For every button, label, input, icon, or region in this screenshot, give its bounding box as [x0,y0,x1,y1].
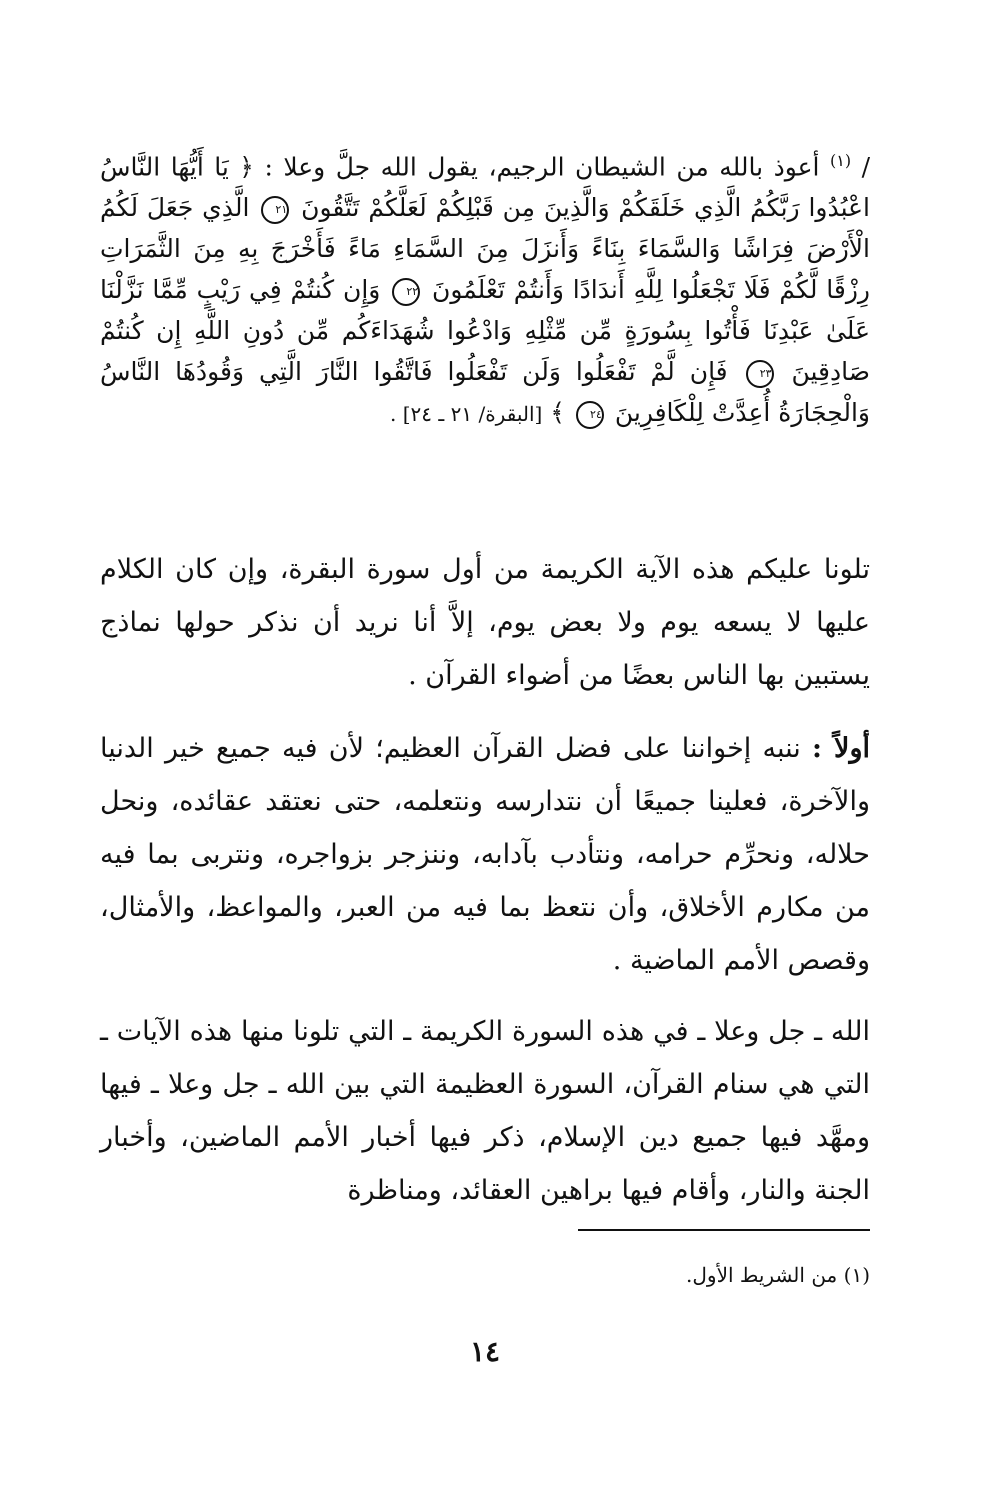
tape-marker: / [861,152,871,182]
footnote-number: (١) [843,1263,870,1287]
ayah-number: ٢٣ [746,360,774,388]
paragraph-text: الله ـ جل وعلا ـ في هذه السورة الكريمة ـ التي تلونا منها هذه الآيات ـ التي هي سنام القرآن، السورة العظيمة التي بين الله ـ جل وعلا ـ فيها ومهَّد فيها جميع دين الإسلام، ذكر فيها أخبار الأمم الماضين، وأخبار الجنة والنار، وأقام فيها براهين العقائد، ومناظرة [100,1016,870,1206]
quran-close-bracket: ﴾ [550,398,565,428]
surah-reference: [البقرة/ ٢١ ـ ٢٤] . [390,402,543,427]
book-page [100,140,870,1450]
ayah-text: يَا أَيُّهَا النَّاسُ اعْبُدُوا رَبَّكُمُ الَّذِي خَلَقَكُمْ وَالَّذِينَ مِن قَبْلِكُمْ لَعَلَّكُمْ تَتَّقُونَ [100,152,870,223]
paragraph-first-point [100,722,870,987]
paragraph-intro [100,543,870,702]
ayah-number: ٢٤ [576,401,604,429]
quran-passage [100,140,870,435]
ayah-number: ٢١ [261,196,289,224]
ayah-text: فَإِن لَّمْ تَفْعَلُوا وَلَن تَفْعَلُوا فَاتَّقُوا النَّارَ الَّتِي وَقُودُهَا النَّاسُ وَالْحِجَارَةُ أُعِدَّتْ لِلْكَافِرِينَ [100,357,870,428]
footnote [100,1260,870,1290]
quran-open-bracket: ﴿ [239,152,254,182]
ayah-text: وَإِن كُنتُمْ فِي رَيْبٍ مِّمَّا نَزَّلْنَا عَلَىٰ عَبْدِنَا فَأْتُوا بِسُورَةٍ مِّن مِّثْلِهِ وَادْعُوا شُهَدَاءَكُم مِّن دُونِ اللَّهِ إِن كُنتُمْ صَادِقِينَ [100,275,870,387]
footnote-text: من الشريط الأول. [686,1263,838,1287]
paragraph-text: ننبه إخواننا على فضل القرآن العظيم؛ لأن فيه جميع خير الدنيا والآخرة، فعلينا جميعًا أن نتدارسه ونتعلمه، حتى نعتقد عقائده، ونحل حلاله، ونحرِّم حرامه، ونتأدب بآدابه، وننزجر بزواجره، ونتربى بما فيه من مكارم الأخلاق، وأن نتعظ بما فيه من العبر، والمواعظ، والأمثال، وقصص الأمم الماضية . [100,733,870,976]
isti'adha-intro: أعوذ بالله من الشيطان الرجيم، يقول الله جلَّ وعلا : [264,152,820,182]
page-number: ١٤ [469,1335,501,1368]
ayah-number: ٢٢ [392,278,420,306]
footnote-divider [578,1229,870,1231]
ayah-text: الَّذِي جَعَلَ لَكُمُ الْأَرْضَ فِرَاشًا وَالسَّمَاءَ بِنَاءً وَأَنزَلَ مِنَ السَّمَاءِ مَاءً فَأَخْرَجَ بِهِ مِنَ الثَّمَرَاتِ رِزْقًا لَّكُمْ فَلَا تَجْعَلُوا لِلَّهِ أَندَادًا وَأَنتُمْ تَعْلَمُونَ [100,193,870,305]
paragraph-text: تلونا عليكم هذه الآية الكريمة من أول سورة البقرة، وإن كان الكلام عليها لا يسعه يوم ولا بعض يوم، إلاَّ أنا نريد أن نذكر حولها نماذج يستبين بها الناس بعضًا من أضواء القرآن . [100,554,870,691]
paragraph-lead: أولاً : [812,733,870,764]
paragraph-surah-description [100,1005,870,1217]
footnote-reference: (١) [830,151,852,170]
